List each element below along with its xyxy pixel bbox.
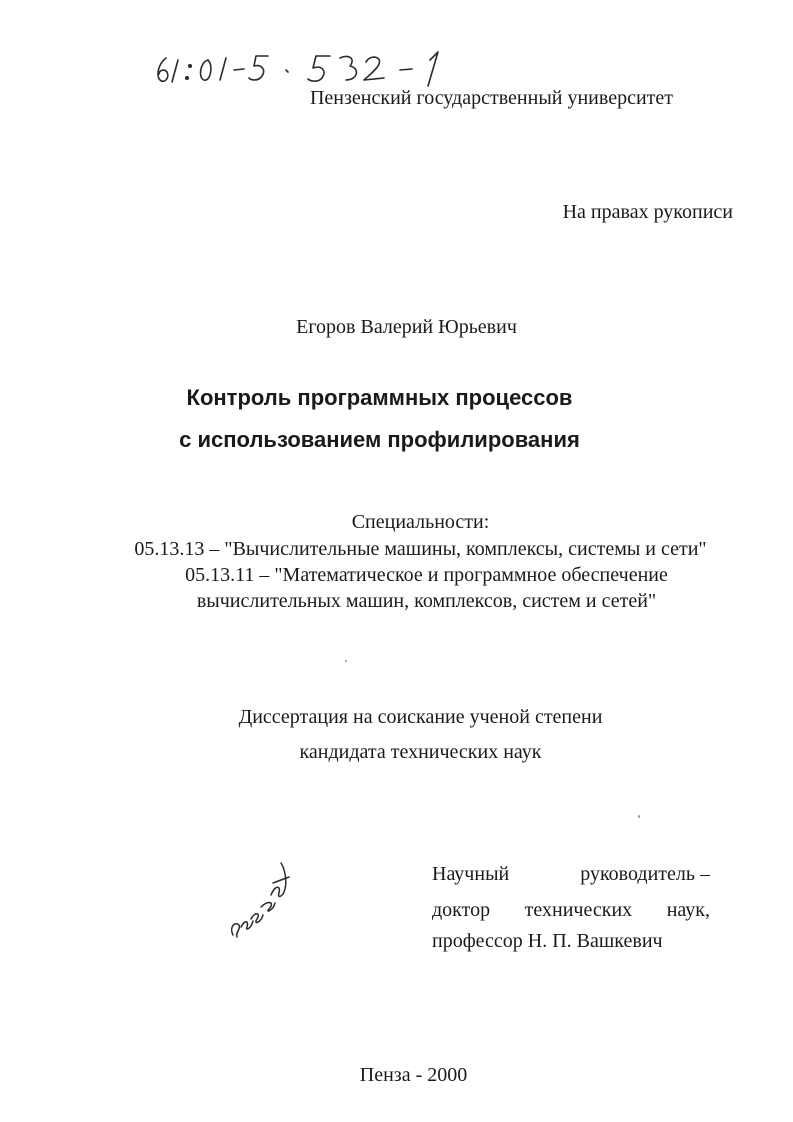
scan-speck [345,660,347,662]
specialty-line-2: 05.13.11 – "Математическое и программное обеспечение [185,564,668,586]
specialty-line-3: вычислительных машин, комплексов, систем и сетей" [196,590,657,612]
svg-text:61:01-5 532-1: 61:01-5 532-1 [150,93,156,94]
advisor-degree-word-1: доктор [432,899,491,921]
author-name: Егоров Валерий Юрьевич [296,316,517,338]
handwritten-signature [225,855,295,945]
title-line-2: с использованием профилирования [179,427,580,452]
advisor-name: профессор Н. П. Вашкевич [432,930,663,952]
specialties-heading: Специальности: [351,511,490,533]
advisor-line-1 [432,862,710,886]
specialty-line-1: 05.13.13 – "Вычислительные машины, комплексы, системы и сети" [134,538,707,560]
scan-speck [638,815,640,818]
dissertation-line-1: Диссертация на соискание ученой степени [238,706,603,728]
advisor-label-left: Научный [432,863,510,885]
advisor-degree-word-3: наук, [666,899,710,921]
advisor-line-2 [432,898,710,922]
advisor-line-3 [432,929,710,953]
city-year: Пенза - 2000 [359,1064,468,1086]
advisor-degree-word-2: технических [524,899,633,921]
advisor-label-right: руководитель – [580,863,710,885]
university-name: Пензенский государственный университет [309,87,674,109]
dissertation-line-2: кандидата технических наук [299,741,542,763]
rights-note: На правах рукописи [562,201,733,223]
svg-text:Егоров: Егоров [225,944,228,945]
title-line-1: Контроль программных процессов [186,385,573,410]
